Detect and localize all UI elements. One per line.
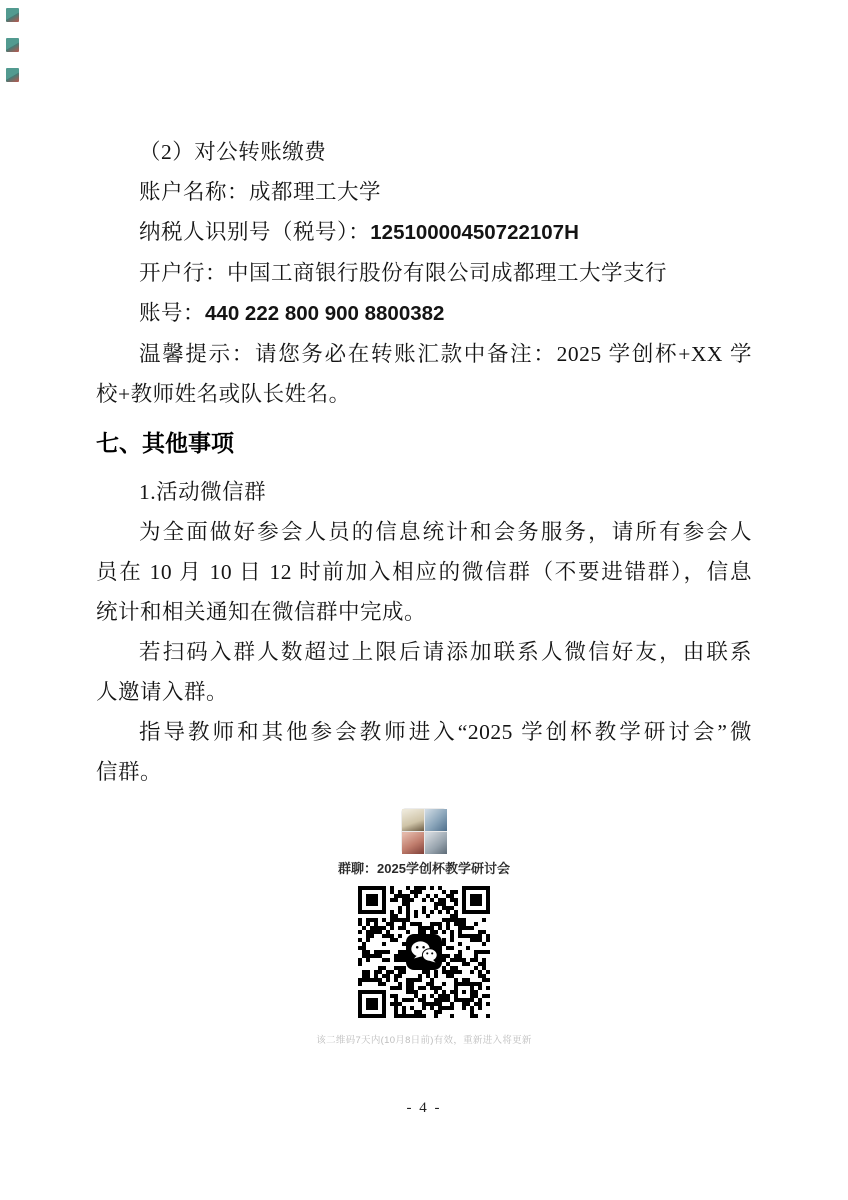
para-transfer-title: （2）对公转账缴费 [139,140,327,164]
para-reminder-line2: 校+教师姓名或队长姓名。 [96,382,351,406]
account-number-value: 440 222 800 900 8800382 [205,302,445,325]
para-bank: 开户行：中国工商银行股份有限公司成都理工大学支行 [139,261,668,285]
para-teachers-line2: 信群。 [96,760,163,784]
para-join-line1: 为全面做好参会人员的信息统计和会务服务，请所有参会人 [139,520,752,544]
tax-id-label: 纳税人识别号（税号）： [139,220,371,244]
image-placeholder-icon [6,38,19,52]
wechat-logo-icon [405,933,443,971]
image-placeholder-icon [6,8,19,22]
para-join-line3: 统计和相关通知在微信群中完成。 [96,600,427,624]
para-reminder-line1: 温馨提示：请您务必在转账汇款中备注：2025 学创杯+XX 学 [139,342,752,366]
document-body [96,132,752,1046]
account-number-label: 账号： [139,301,206,325]
wechat-group-avatar [401,808,447,854]
para-account-name: 账户名称：成都理工大学 [139,180,382,204]
qr-validity-note: 该二维码7天内(10月8日前)有效，重新进入将更新 [316,1035,532,1046]
para-join-line2: 员在 10 月 10 日 12 时前加入相应的微信群（不要进错群），信息 [96,560,752,584]
wechat-qr-code [358,886,490,1018]
avatar-photo [402,809,424,831]
para-tax-id [96,212,752,253]
avatar-photo [425,809,447,831]
avatar-photo [402,832,424,854]
image-placeholder-icon [6,68,19,82]
section-heading-other-matters: 七、其他事项 [96,430,234,456]
avatar-photo [425,832,447,854]
corner-placeholder-marks [6,8,22,98]
para-overflow-line1: 若扫码入群人数超过上限后请添加联系人微信好友，由联系 [139,640,752,664]
para-wechat-group-title: 1.活动微信群 [139,480,267,504]
wechat-group-block [96,808,752,1046]
para-overflow-line2: 人邀请入群。 [96,680,229,704]
para-teachers-line1: 指导教师和其他参会教师进入“2025 学创杯教学研讨会”微 [139,720,752,744]
tax-id-value: 12510000450722107H [370,221,579,244]
group-chat-name: 群聊：2025学创杯教学研讨会 [338,861,510,876]
para-account-number [96,293,752,334]
page-number: - 4 - [406,1100,442,1116]
